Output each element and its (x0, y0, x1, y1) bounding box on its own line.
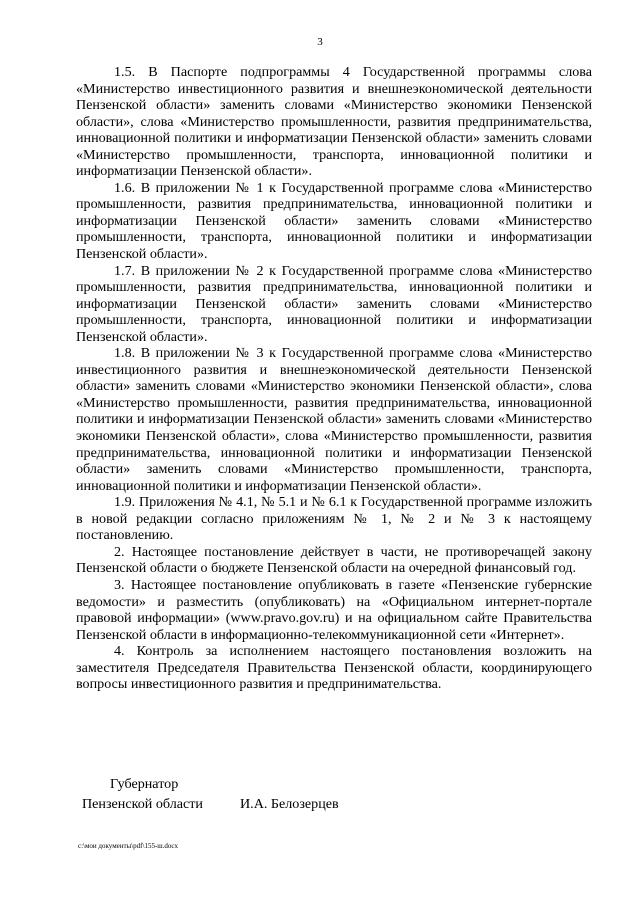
page-number: 3 (317, 36, 323, 48)
file-path-footer: c:\мои документы\pdf\155-ш.docx (78, 842, 179, 850)
paragraph-1-8: 1.8. В приложении № 3 к Государственной программе слова «Министерство инвестиционного развития и внешнеэкономической деятельности Пензенской области» заменить словами «Министерство экономики Пензенской области», слова «Министерство промышленности, развития предпринимательства, инновационной политики и информатизации Пензенской области» заменить словами «Министерство экономики Пензенской области», слова «Министерство промышленности, развития предпринимательства, инновационной политики и информатизации Пензенской области» заменить словами «Министерство промышленности, транспорта, инновационной политики и информатизации Пензенской области». (76, 345, 592, 494)
signatory-title-line-2: Пензенской области (82, 796, 203, 812)
document-body (76, 64, 592, 693)
paragraph-1-5: 1.5. В Паспорте подпрограммы 4 Государственной программы слова «Министерство инвестиционного развития и внешнеэкономической деятельности Пензенской области» заменить словами «Министерство экономики Пензенской области», слова «Министерство промышленности, развития предпринимательства, инновационной политики и информатизации Пензенской области» заменить словами «Министерство промышленности, транспорта, инновационной политики и информатизации Пензенской области». (76, 64, 592, 180)
signatory-title-line-1: Губернатор (110, 776, 179, 792)
paragraph-2: 2. Настоящее постановление действует в части, не противоречащей закону Пензенской области о бюджете Пензенской области на очередной финансовый год. (76, 543, 592, 577)
paragraph-1-9: 1.9. Приложения № 4.1, № 5.1 и № 6.1 к Государственной программе изложить в новой редакции согласно приложениям № 1, № 2 и № 3 к настоящему постановлению. (76, 494, 592, 544)
paragraph-3: 3. Настоящее постановление опубликовать в газете «Пензенские губернские ведомости» и разместить (опубликовать) на «Официальном интернет-портале правовой информации» (www.pravo.gov.ru) и на официальном сайте Правительства Пензенской области в информационно-телекоммуникационной сети «Интернет». (76, 576, 592, 643)
paragraph-1-7: 1.7. В приложении № 2 к Государственной программе слова «Министерство промышленности, развития предпринимательства, инновационной политики и информатизации Пензенской области» заменить словами «Министерство промышленности, транспорта, инновационной политики и информатизации Пензенской области». (76, 262, 592, 345)
signatory-name: И.А. Белозерцев (240, 796, 339, 812)
paragraph-1-6: 1.6. В приложении № 1 к Государственной программе слова «Министерство промышленности, развития предпринимательства, инновационной политики и информатизации Пензенской области» заменить словами «Министерство промышленности, транспорта, инновационной политики и информатизации Пензенской области». (76, 179, 592, 263)
paragraph-4: 4. Контроль за исполнением настоящего постановления возложить на заместителя Председателя Правительства Пензенской области, координирующего вопросы инвестиционного развития и предпринимательства. (76, 643, 592, 693)
